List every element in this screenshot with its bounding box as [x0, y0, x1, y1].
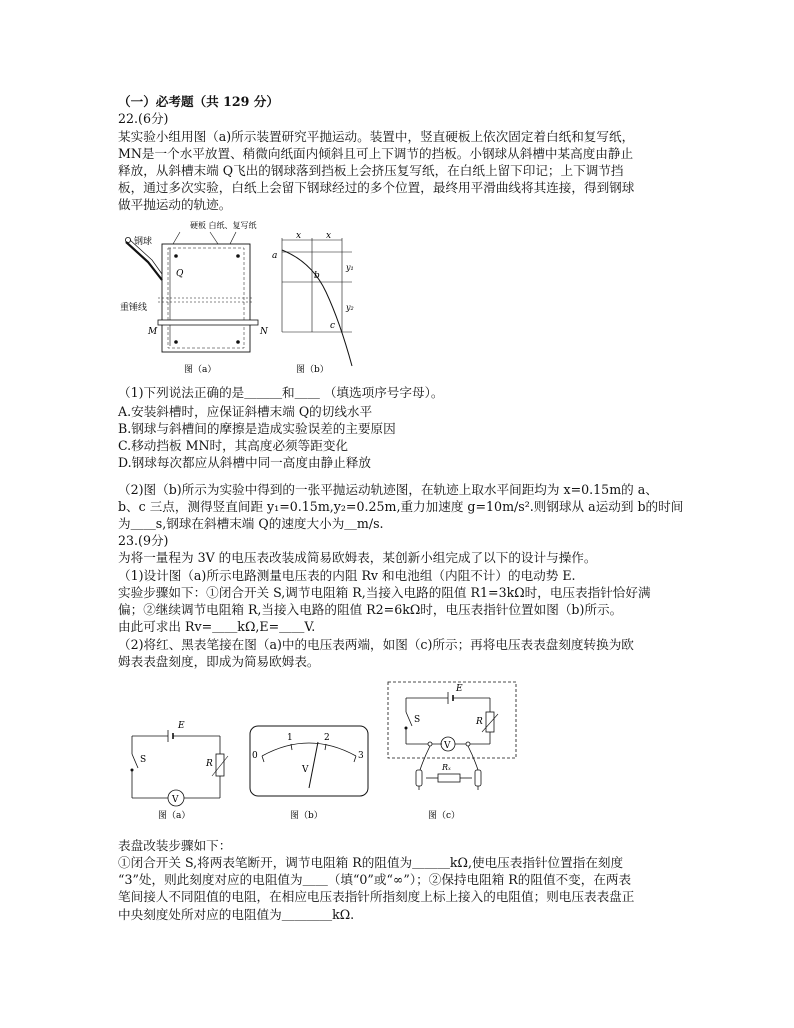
- fig-b-y1-label: y₁: [346, 263, 354, 272]
- fig-b-a-label: a: [272, 251, 278, 261]
- q22-part2-line: b、c 三点，测得竖直间距 y₁=0.15m,y₂=0.25m,重力加速度 g=10m/s².则钢球从 a运动到 b的时间: [118, 499, 684, 514]
- fig-c-v-label: V: [444, 741, 451, 751]
- q22-intro-line: MN是一个水平放置、稍微向纸面内倾斜且可上下调节的挡板。小钢球从斜槽中某高度由静止: [118, 146, 634, 161]
- q22-number: 22.(6分): [118, 111, 169, 126]
- fig-b-tick-2: 2: [324, 733, 330, 743]
- fig-a-s-label: S: [140, 755, 147, 765]
- fig-a-top-label: 硬板 白纸、复写纸: [190, 221, 257, 230]
- fig-b-y2-label: y₂: [346, 303, 354, 312]
- fig-c-rx-label: Rₓ: [442, 763, 451, 772]
- q22-figure-a: [118, 218, 278, 376]
- fig-a-r-label: R: [206, 759, 213, 769]
- q23-line: （1)设计图（a)所示电路测量电压表的内阻 Rv 和电池组（内阻不计）的电动势 E.: [118, 568, 576, 583]
- section-heading: （一）必考题（共 129 分）: [118, 94, 279, 109]
- q22-intro-line: 做平抛运动的轨迹。: [118, 197, 232, 212]
- fig-a-caption: 图（a）: [184, 365, 217, 375]
- fig-a-e-label: E: [178, 721, 185, 731]
- fig-c-e-label: E: [456, 684, 463, 694]
- q23-line: 实验步骤如下：①闭合开关 S,调节电阻箱 R,当接入电路的阻值 R1=3kΩ时，电压表指针恰好满: [118, 585, 651, 600]
- q23-line: 姆表表盘刻度，即成为简易欧姆表。: [118, 654, 320, 669]
- fig-b-tick-3: 3: [358, 751, 364, 761]
- q23-number: 23.(9分): [118, 533, 169, 548]
- q22-intro-line: 板，通过多次实验，白纸上会留下钢球经过的多个位置，最终用平滑曲线将其连接，得到钢球: [118, 180, 635, 195]
- fig-b-tick-0: 0: [252, 751, 258, 761]
- fig-a-v-label: V: [172, 795, 179, 805]
- q22-option: A.安装斜槽时，应保证斜槽末端 Q的切线水平: [118, 404, 373, 419]
- fig-a-ball-label: 钢球: [134, 237, 153, 247]
- q23-line: 为将一量程为 3V 的电压表改装成简易欧姆表，某创新小组完成了以下的设计与操作。: [118, 550, 597, 565]
- fig-a-q-label: Q: [176, 269, 184, 279]
- q23-figure-c: [384, 678, 520, 822]
- q23-steps-line: “3”处，则此刻度对应的电阻值为＿＿（填“0”或“∞”）；②保持电阻箱 R的阻值不变，在两表: [118, 872, 632, 887]
- fig-c-s-label: S: [414, 715, 421, 725]
- fig-b-v-label: V: [302, 765, 309, 775]
- q23-line: （2)将红、黑表笔接在图（a)中的电压表两端，如图（c)所示；再将电压表表盘刻度转换为欧: [118, 637, 634, 652]
- fig-b-b-label: b: [314, 271, 320, 281]
- q23-steps-line: 中央刻度处所对应的电阻值为＿＿＿＿kΩ.: [118, 907, 355, 922]
- fig-b-x2-label: x: [326, 231, 332, 241]
- q23-steps-line: 表盘改装步骤如下：: [118, 838, 232, 853]
- fig-b-tick-1: 1: [287, 733, 293, 743]
- fig-c-r-label: R: [476, 717, 483, 727]
- q22-part2-line: （2)图（b)所示为实验中得到的一张平抛运动轨迹图，在轨迹上取水平间距均为 x=0.15m的 a、: [118, 482, 658, 497]
- q22-option: B.钢球与斜槽间的摩擦是造成实验误差的主要原因: [118, 421, 396, 436]
- q23-line: 偏；②继续调节电阻箱 R,当接入电路的阻值 R2=6kΩ时，电压表指针位置如图（b)所示。: [118, 602, 623, 617]
- fig-b-caption: 图（b）: [290, 811, 323, 821]
- q23-figure-a: [118, 714, 238, 822]
- q22-option: C.移动挡板 MN时，其高度必须等距变化: [118, 438, 349, 453]
- q22-part1: （1)下列说法正确的是＿＿＿和＿＿ （填选项序号字母）。: [118, 385, 444, 400]
- fig-a-n-label: N: [260, 327, 268, 337]
- q22-intro-line: 某实验小组用图（a)所示装置研究平抛运动。装置中，竖直硬板上依次固定着白纸和复写纸，: [118, 129, 635, 144]
- q22-option: D.钢球每次都应从斜槽中同一高度由静止释放: [118, 455, 371, 470]
- fig-c-caption: 图（c）: [428, 811, 461, 821]
- q23-steps-line: ①闭合开关 S,将两表笔断开，调节电阻箱 R的阻值为＿＿＿kΩ,使电压表指针位置指在刻度: [118, 855, 624, 870]
- fig-a-m-label: M: [148, 327, 158, 337]
- fig-b-x1-label: x: [296, 231, 302, 241]
- q22-intro-line: 释放，从斜槽末端 Q飞出的钢球落到挡板上会挤压复写纸，在白纸上留下印记；上下调节挡: [118, 163, 624, 178]
- fig-a-plumb-label: 重锤线: [120, 303, 148, 313]
- q23-line: 由此可求出 Rv=＿＿kΩ,E=＿＿V.: [118, 619, 316, 634]
- q22-part2-line: 为＿＿s,钢球在斜槽末端 Q的速度大小为＿m/s.: [118, 516, 384, 531]
- q22-figure-b: [268, 228, 368, 376]
- q23-steps-line: 笔间接人不同阻值的电阻，在相应电压表指针所指刻度上标上接入的电阻值；则电压表表盘正: [118, 889, 635, 904]
- fig-a-caption: 图（a）: [158, 811, 191, 821]
- fig-b-c-label: c: [330, 321, 336, 331]
- q23-figure-b: [246, 722, 372, 822]
- fig-b-caption: 图（b）: [296, 365, 329, 375]
